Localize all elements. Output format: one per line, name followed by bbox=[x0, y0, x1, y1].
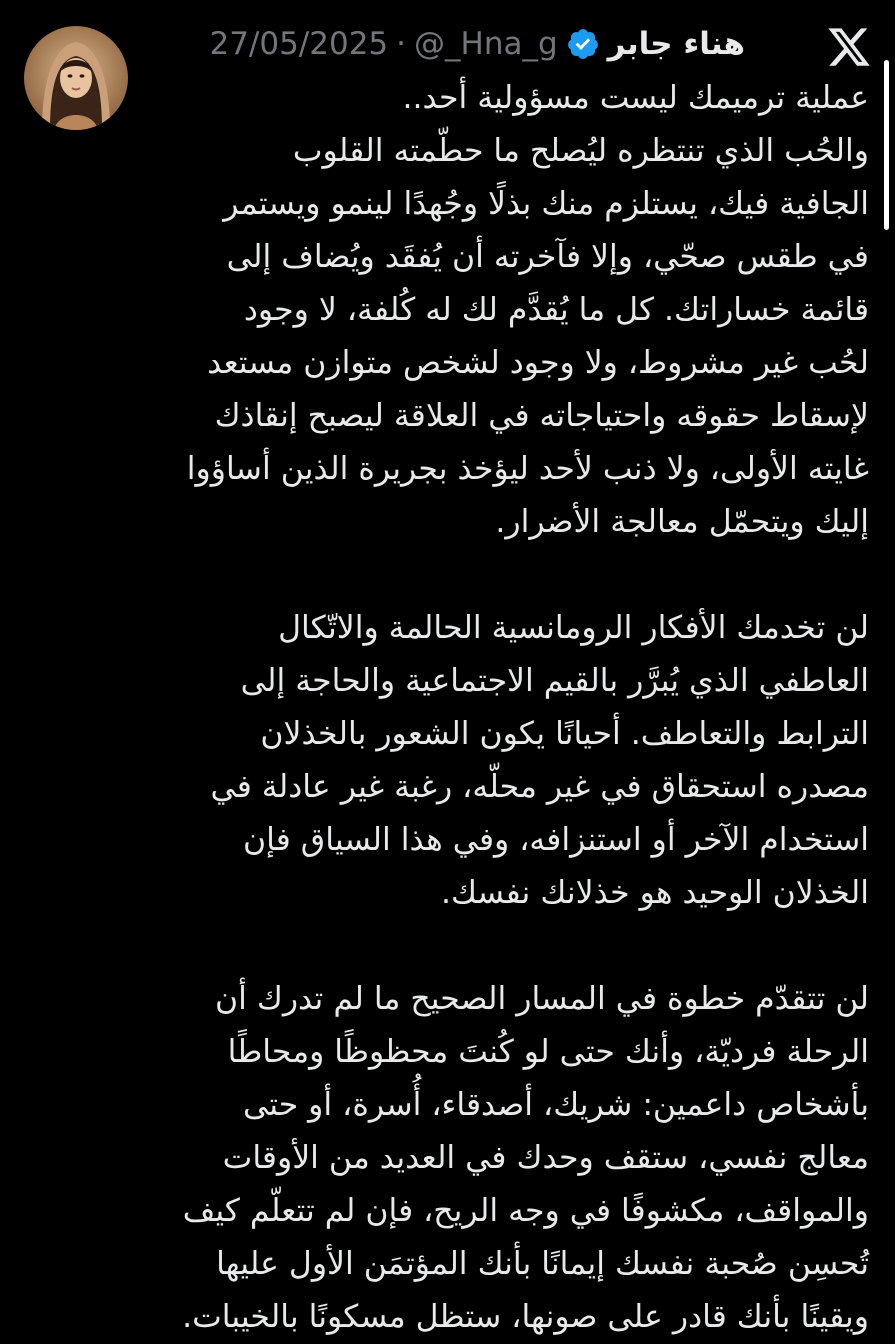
tweet-line: لن تخدمك الأفكار الرومانسية الحالمة والاتّكال bbox=[278, 610, 869, 646]
tweet-line: العاطفي الذي يُبرَّر بالقيم الاجتماعية والحاجة إلى bbox=[240, 663, 869, 699]
tweet-line: عملية ترميمك ليست مسؤولية أحد.. bbox=[402, 80, 869, 116]
user-handle[interactable]: @_Hna_g bbox=[414, 26, 558, 62]
paragraph-gap bbox=[150, 549, 869, 602]
tweet-line: لن تتقدّم خطوة في المسار الصحيح ما لم تدرك أن bbox=[214, 981, 869, 1017]
tweet-header bbox=[150, 18, 745, 70]
tweet-line: مصدره استحقاق في غير محلّه، رغبة غير عادلة في bbox=[210, 769, 869, 805]
avatar-image bbox=[24, 26, 128, 130]
verified-badge-icon bbox=[566, 27, 600, 61]
tweet-line: الخذلان الوحيد هو خذلانك نفسك. bbox=[440, 875, 869, 911]
tweet-line: تُحسِن صُحبة نفسك إيمانًا بأنك المؤتمَن الأول عليها bbox=[216, 1246, 869, 1282]
paragraph-gap bbox=[150, 920, 869, 973]
tweet-line: لإسقاط حقوقه واحتياجاته في العلاقة ليصبح إنقاذك bbox=[214, 398, 869, 434]
tweet-line: معالج نفسي، ستقف وحدك في العديد من الأوقات bbox=[222, 1140, 869, 1176]
tweet-line: لحُب غير مشروط، ولا وجود لشخص متوازن مستعد bbox=[207, 345, 869, 381]
tweet-line: والمواقف، مكشوفًا في وجه الريح، فإن لم تتعلّم كيف bbox=[182, 1193, 869, 1229]
x-logo-icon[interactable] bbox=[826, 24, 872, 70]
tweet-line: بأشخاص داعمين: شريك، أصدقاء، أُسرة، أو حتى bbox=[242, 1087, 869, 1123]
tweet-line: في طقس صحّي، وإلا فآخرته أن يُفقَد ويُضاف إلى bbox=[226, 239, 869, 275]
tweet-line: استخدام الآخر أو استنزافه، وفي هذا السياق فإن bbox=[242, 822, 869, 858]
tweet-line: غايته الأولى، ولا ذنب لأحد ليؤخذ بجريرة الذين أساؤوا bbox=[186, 451, 869, 487]
tweet-line: والحُب الذي تنتظره ليُصلح ما حطّمته القلوب bbox=[292, 133, 869, 169]
tweet-line: قائمة خساراتك. كل ما يُقدَّم لك له كُلفة، لا وجود bbox=[243, 292, 869, 328]
display-name[interactable]: هناء جابر bbox=[607, 26, 745, 62]
avatar[interactable] bbox=[24, 26, 128, 130]
tweet-line: ويقينًا بأنك قادر على صونها، ستظل مسكونًا بالخيبات. bbox=[182, 1299, 869, 1335]
tweet-line: إليك ويتحمّل معالجة الأضرار. bbox=[495, 504, 869, 540]
tweet-line: الجافية فيك، يستلزم منك بذلًا وجُهدًا لينمو ويستمر bbox=[223, 186, 869, 222]
tweet-line: الترابط والتعاطف. أحيانًا يكون الشعور بالخذلان bbox=[260, 716, 869, 752]
tweet-line: الرحلة فرديّة، وأنك حتى لو كُنتَ محظوظًا ومحاطًا bbox=[227, 1034, 869, 1070]
tweet-text bbox=[150, 72, 869, 1344]
separator-dot: · bbox=[396, 26, 407, 62]
scrollbar[interactable] bbox=[884, 60, 889, 230]
tweet-date[interactable]: 27/05/2025 bbox=[209, 26, 389, 62]
